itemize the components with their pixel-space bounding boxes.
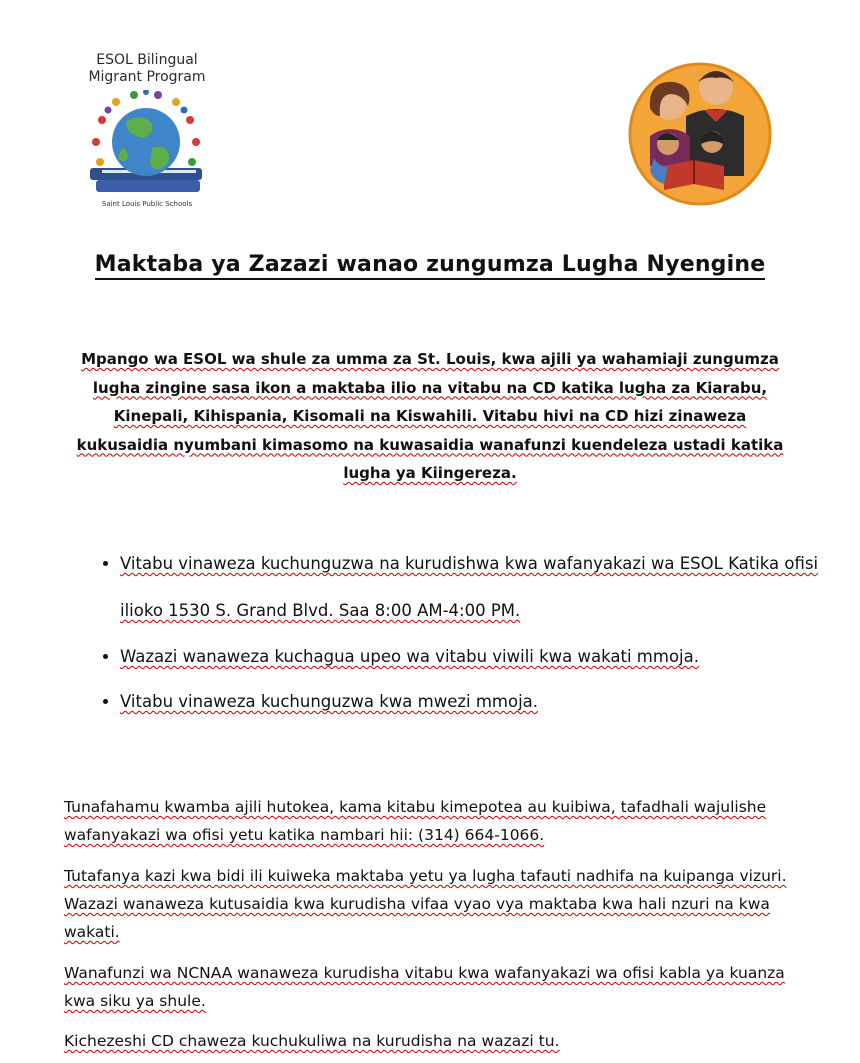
page-title-text: Maktaba ya Zazazi wanao zungumza Lugha Nyengine	[95, 252, 766, 280]
list-item: • Vitabu vinaweza kuchunguzwa kwa mwezi mmoja.	[120, 679, 860, 724]
paragraph-cd-player: Kichezeshi CD chaweza kuchukuliwa na kurudisha na wazazi tu.	[64, 1032, 560, 1050]
logo-subtitle: Saint Louis Public Schools	[101, 200, 193, 208]
intro-paragraph: Mpango wa ESOL wa shule za umma za St. Louis, kwa ajili ya wahamiaji zungumza lugha zingine sasa ikon a maktaba ilio na vitabu na CD katika lugha za Kiarabu, Kinepali, Kihispania, Kisomali na Kiswahili. Vitabu hivi na CD hizi zinaweza kukusaidia nyumbani kimasomo na kuwasaidia wanafunzi kuendeleza ustadi katika lugha ya Kiingereza.	[76, 350, 784, 482]
page-title	[0, 252, 860, 277]
family-reading-icon	[620, 58, 775, 208]
paragraph-ncnaa-students: Wanafunzi wa NCNAA wanaweza kurudisha vitabu kwa wafanyakazi wa ofisi kabla ya kuanza kwa siku ya shule.	[64, 964, 785, 1010]
esol-logo	[72, 52, 222, 217]
globe-children-icon	[82, 90, 212, 200]
paragraph-lost-books: Tunafahamu kwamba ajili hutokea, kama kitabu kimepotea au kuibiwa, tafadhali wajulishe wafanyakazi wa ofisi yetu katika nambari hii: (314) 664-1066.	[64, 798, 767, 844]
logo-title: ESOL Bilingual Migrant Program	[88, 52, 206, 85]
list-item: • Vitabu vinaweza kuchunguzwa na kurudishwa kwa wafanyakazi wa ESOL Katika ofisi ilioko 1530 S. Grand Blvd. Saa 8:00 AM-4:00 PM.	[120, 540, 860, 634]
bullet-list	[80, 540, 860, 724]
list-item: • Wazazi wanaweza kuchagua upeo wa vitabu viwili kwa wakati mmoja.	[120, 634, 860, 679]
paragraph-library-care: Tutafanya kazi kwa bidi ili kuiweka maktaba yetu ya lugha tafauti nadhifa na kuipanga vizuri. Wazazi wanaweza kutusaidia kwa kurudisha vifaa vyao vya maktaba kwa hali nzuri na kwa wakati.	[64, 867, 787, 941]
